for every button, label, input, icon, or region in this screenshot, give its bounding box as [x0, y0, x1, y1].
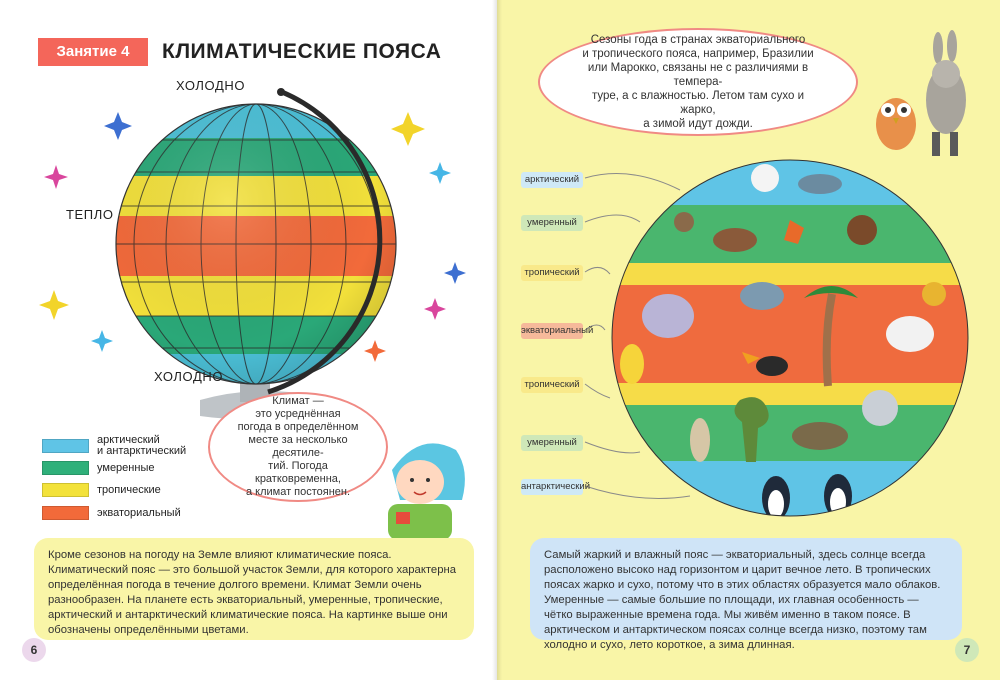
zone-tag-arctic: арктический: [521, 172, 583, 188]
bubble-line: тий. Погода кратковременна,: [255, 460, 341, 485]
bubble-line: и тропического пояса, например, Бразилии: [582, 48, 814, 60]
legend-label: экваториальный: [97, 506, 181, 519]
globe-label-middle: ТЕПЛО: [66, 207, 114, 222]
page-number-right: 7: [955, 638, 979, 662]
bubble-line: погода в определённом: [237, 421, 359, 433]
zone-tag-antarctic: антарктический: [521, 479, 583, 495]
bubble-line: Сезоны года в странах экваториального: [590, 34, 806, 46]
legend-label: и антарктический: [97, 445, 187, 457]
body-text-left: Кроме сезонов на погоду на Земле влияют климатические пояса. Климатический пояс — это большой участок Земли, для которого характерна определённая погода в течение долгого времени. Климат Земли очень разнообразен. На планете есть экваториальный, умеренные, тропические, арктический и антарктический климатические пояса. На картинке выше они обозначены определёнными цветами.: [34, 538, 474, 640]
rabbit-character: [926, 30, 966, 156]
owl-character: [876, 98, 916, 150]
page-number-left: 6: [22, 638, 46, 662]
speech-bubble-seasons: [538, 28, 858, 136]
zone-tag-temperate-north: умеренный: [521, 215, 583, 231]
globe-label-top: ХОЛОДНО: [176, 78, 246, 93]
bubble-line: Климат —: [272, 395, 324, 407]
legend-label: тропические: [97, 483, 161, 496]
bubble-line: а зимой идут дожди.: [643, 118, 753, 130]
body-text-right: Самый жаркий и влажный пояс — экваториальный, здесь солнце всегда расположено высоко над горизонтом и царит вечное лето. В тропических поясах жарко и сухо, потому что в этих областях образуется мало облаков. Умеренные — самые большие по площади, их главная особенность — чётко выраженные времена года. Мы живём именно в таком поясе. В арктическом и антарктическом поясах солнце всегда низко, поэтому там холодно и сухо, лето короткое, а зима длинная.: [530, 538, 962, 640]
bubble-line: или Марокко, связаны не с различиями в темпера-: [587, 62, 809, 88]
bubble-line: месте за несколько десятиле-: [248, 434, 348, 459]
zone-tag-tropical-north: тропический: [521, 265, 583, 281]
bubble-line: это усреднённая: [255, 408, 341, 420]
bubble-line: а климат постоянен.: [245, 486, 351, 498]
zone-tag-temperate-south: умеренный: [521, 435, 583, 451]
globe-label-bottom: ХОЛОДНО: [154, 369, 224, 384]
zone-tag-equatorial: экваториальный: [521, 323, 583, 339]
zone-tag-tropical-south: тропический: [521, 377, 583, 393]
legend-label: умеренные: [97, 461, 155, 474]
legend-label: арктический: [97, 434, 160, 446]
bubble-line: туре, а с влажностью. Летом там сухо и жарко,: [591, 90, 805, 116]
lesson-tag: Занятие 4: [38, 38, 148, 66]
page-title: КЛИМАТИЧЕСКИЕ ПОЯСА: [162, 40, 442, 63]
